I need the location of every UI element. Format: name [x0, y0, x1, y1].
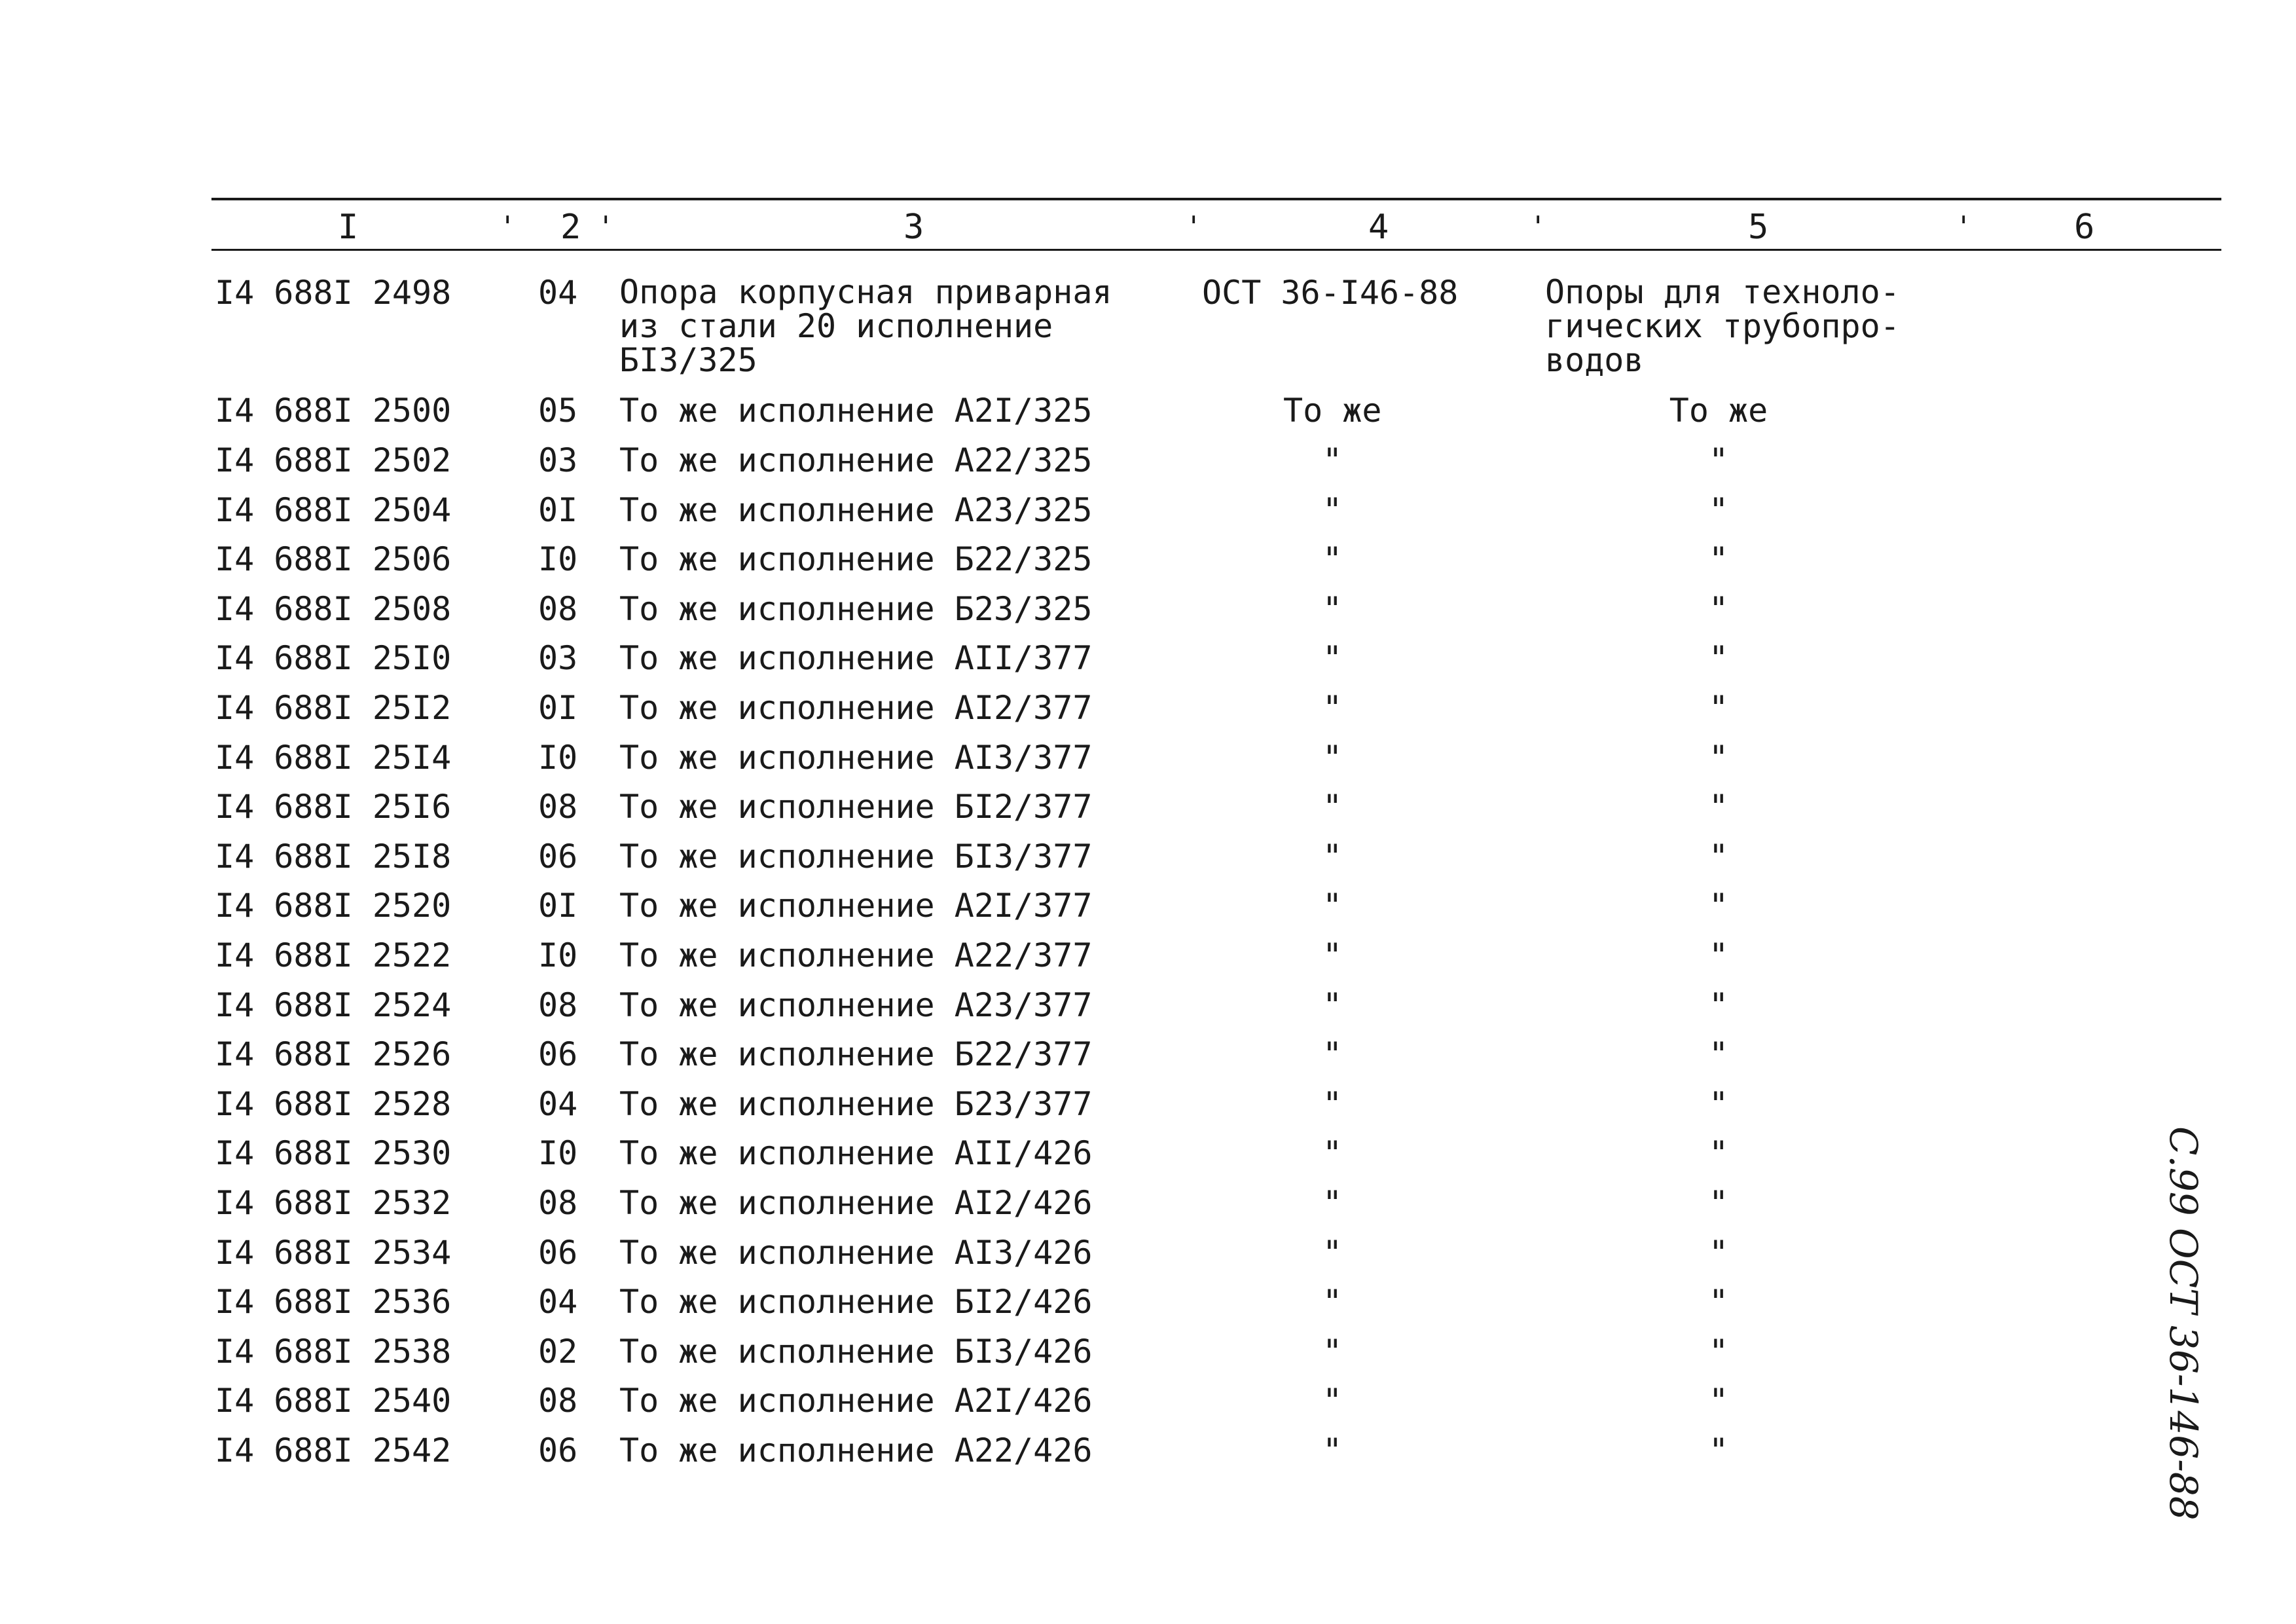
row-code: I4 688I 25I6: [215, 788, 452, 826]
row-description: То же исполнение АI2/377: [619, 689, 1093, 727]
row-code: I4 688I 2502: [215, 441, 452, 479]
ditto-mark: ": [1708, 739, 1729, 777]
description-line: из стали 20 исполнение: [619, 307, 1053, 345]
row-standard: ОСТ 36-I46-88: [1202, 274, 1459, 312]
ditto-mark: ": [1708, 887, 1729, 925]
ditto-mark: ": [1708, 936, 1729, 974]
ditto-mark: ": [1322, 739, 1343, 777]
ditto-mark: ": [1708, 1035, 1729, 1073]
ditto-mark: ": [1708, 838, 1729, 876]
purpose-line: водов: [1545, 341, 1644, 379]
header-col-6: 6: [2074, 208, 2095, 247]
row-standard: То же: [1283, 392, 1382, 430]
ditto-mark: ": [1708, 1184, 1729, 1222]
row-description: [619, 275, 1112, 377]
row-code: I4 688I 2540: [215, 1382, 452, 1420]
purpose-line: гических трубопро-: [1545, 307, 1900, 345]
row-description: То же исполнение АII/426: [619, 1134, 1093, 1172]
header-separator: ': [1185, 210, 1203, 244]
row-number: 08: [538, 986, 578, 1024]
ditto-mark: ": [1322, 1382, 1343, 1420]
ditto-mark: ": [1322, 1134, 1343, 1172]
row-description: То же исполнение АI3/426: [619, 1234, 1093, 1272]
header-separator: ': [1529, 210, 1547, 244]
row-number: 04: [538, 274, 578, 312]
ditto-mark: ": [1708, 1234, 1729, 1272]
row-description: То же исполнение Б22/377: [619, 1035, 1093, 1073]
row-number: 06: [538, 1431, 578, 1469]
row-number: 08: [538, 590, 578, 628]
row-description: То же исполнение А23/325: [619, 491, 1093, 529]
row-code: I4 688I 25I0: [215, 639, 452, 677]
row-description: То же исполнение Б22/325: [619, 540, 1093, 578]
row-description: То же исполнение А22/325: [619, 441, 1093, 479]
row-code: I4 688I 2536: [215, 1283, 452, 1321]
ditto-mark: ": [1322, 1234, 1343, 1272]
row-code: I4 688I 2542: [215, 1431, 452, 1469]
ditto-mark: ": [1708, 1134, 1729, 1172]
ditto-mark: ": [1322, 887, 1343, 925]
row-code: I4 688I 2526: [215, 1035, 452, 1073]
ditto-mark: ": [1322, 1431, 1343, 1469]
ditto-mark: ": [1708, 788, 1729, 826]
row-code: I4 688I 25I8: [215, 838, 452, 876]
ditto-mark: ": [1322, 986, 1343, 1024]
description-line: Опора корпусная приварная: [619, 273, 1112, 311]
row-description: То же исполнение А2I/377: [619, 887, 1093, 925]
ditto-mark: ": [1322, 689, 1343, 727]
row-description: То же исполнение Б23/325: [619, 590, 1093, 628]
ditto-mark: ": [1322, 1035, 1343, 1073]
row-number: 03: [538, 639, 578, 677]
row-description: То же исполнение БI2/426: [619, 1283, 1093, 1321]
ditto-mark: ": [1322, 838, 1343, 876]
header-col-5: 5: [1748, 208, 1769, 247]
row-code: I4 688I 2530: [215, 1134, 452, 1172]
row-code: I4 688I 2504: [215, 491, 452, 529]
row-code: I4 688I 2500: [215, 392, 452, 430]
row-number: 04: [538, 1283, 578, 1321]
row-code: I4 688I 25I4: [215, 739, 452, 777]
ditto-mark: ": [1322, 1283, 1343, 1321]
ditto-mark: ": [1708, 441, 1729, 479]
ditto-mark: ": [1708, 1283, 1729, 1321]
row-code: I4 688I 2538: [215, 1333, 452, 1371]
header-col-1: I: [338, 208, 359, 247]
ditto-mark: ": [1322, 540, 1343, 578]
header-separator: ': [1955, 210, 1973, 244]
row-code: I4 688I 2534: [215, 1234, 452, 1272]
row-purpose: То же: [1669, 392, 1768, 430]
row-number: 08: [538, 1184, 578, 1222]
row-number: 0I: [538, 689, 578, 727]
header-col-3: 3: [903, 208, 924, 247]
row-description: То же исполнение А22/377: [619, 936, 1093, 974]
purpose-line: Опоры для техноло-: [1545, 273, 1900, 311]
ditto-mark: ": [1708, 590, 1729, 628]
row-number: 04: [538, 1085, 578, 1123]
row-number: 06: [538, 838, 578, 876]
row-description: То же исполнение АI3/377: [619, 739, 1093, 777]
header-separator: ': [597, 210, 615, 244]
description-line: БI3/325: [619, 341, 757, 379]
ditto-mark: ": [1322, 491, 1343, 529]
ditto-mark: ": [1322, 788, 1343, 826]
row-code: I4 688I 2520: [215, 887, 452, 925]
ditto-mark: ": [1708, 639, 1729, 677]
row-description: То же исполнение БI2/377: [619, 788, 1093, 826]
row-description: То же исполнение А22/426: [619, 1431, 1093, 1469]
ditto-mark: ": [1708, 491, 1729, 529]
row-code: I4 688I 2498: [215, 274, 452, 312]
table-top-rule: [211, 198, 2221, 200]
ditto-mark: ": [1708, 1333, 1729, 1371]
row-number: 05: [538, 392, 578, 430]
table-header-rule: [211, 249, 2221, 251]
row-number: I0: [538, 936, 578, 974]
row-code: I4 688I 2532: [215, 1184, 452, 1222]
row-number: 06: [538, 1035, 578, 1073]
row-number: 02: [538, 1333, 578, 1371]
header-col-4: 4: [1368, 208, 1389, 247]
row-number: 08: [538, 788, 578, 826]
header-separator: ': [499, 210, 517, 244]
ditto-mark: ": [1708, 986, 1729, 1024]
row-number: 08: [538, 1382, 578, 1420]
ditto-mark: ": [1322, 1184, 1343, 1222]
row-number: 0I: [538, 887, 578, 925]
row-number: 0I: [538, 491, 578, 529]
row-description: То же исполнение Б23/377: [619, 1085, 1093, 1123]
row-number: 03: [538, 441, 578, 479]
ditto-mark: ": [1322, 639, 1343, 677]
row-description: То же исполнение БI3/426: [619, 1333, 1093, 1371]
row-description: То же исполнение А23/377: [619, 986, 1093, 1024]
ditto-mark: ": [1322, 1333, 1343, 1371]
ditto-mark: ": [1708, 1085, 1729, 1123]
row-description: То же исполнение БI3/377: [619, 838, 1093, 876]
row-code: I4 688I 2528: [215, 1085, 452, 1123]
ditto-mark: ": [1708, 1431, 1729, 1469]
ditto-mark: ": [1708, 1382, 1729, 1420]
row-code: I4 688I 2522: [215, 936, 452, 974]
ditto-mark: ": [1322, 590, 1343, 628]
ditto-mark: ": [1708, 540, 1729, 578]
row-code: I4 688I 2524: [215, 986, 452, 1024]
ditto-mark: ": [1322, 441, 1343, 479]
row-number: 06: [538, 1234, 578, 1272]
ditto-mark: ": [1322, 936, 1343, 974]
page-reference-note: С.99 ОСТ 36-146-88: [2161, 1126, 2206, 1521]
row-description: То же исполнение АII/377: [619, 639, 1093, 677]
row-code: I4 688I 2508: [215, 590, 452, 628]
row-number: I0: [538, 1134, 578, 1172]
row-description: То же исполнение А2I/426: [619, 1382, 1093, 1420]
row-code: I4 688I 25I2: [215, 689, 452, 727]
ditto-mark: ": [1708, 689, 1729, 727]
row-code: I4 688I 2506: [215, 540, 452, 578]
row-description: То же исполнение АI2/426: [619, 1184, 1093, 1222]
row-description: То же исполнение А2I/325: [619, 392, 1093, 430]
row-number: I0: [538, 540, 578, 578]
row-purpose: [1545, 275, 1900, 377]
row-number: I0: [538, 739, 578, 777]
ditto-mark: ": [1322, 1085, 1343, 1123]
header-col-2: 2: [560, 208, 581, 247]
